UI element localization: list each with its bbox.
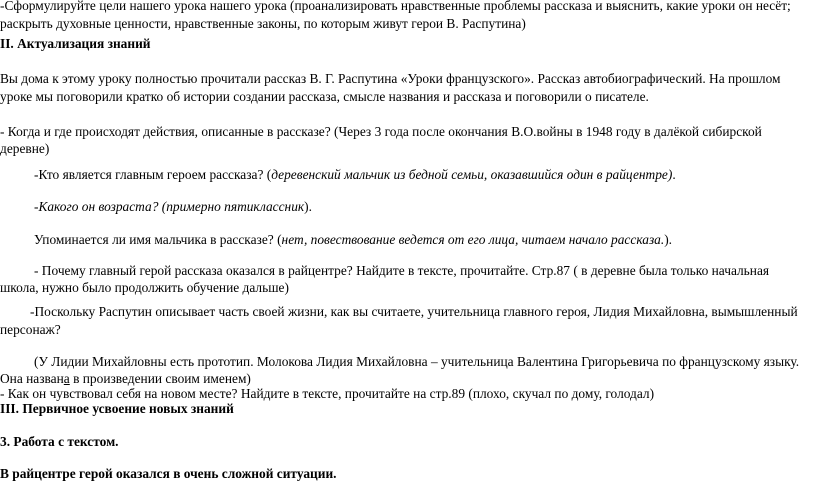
text-line: персонаж? [0, 322, 61, 337]
punctuation: ). [664, 232, 673, 247]
answer-text: нет, повествование ведется от его лица, читаем начало рассказа. [281, 232, 665, 247]
text-line: -Сформулируйте цели нашего урока нашего урока (проанализировать нравственные проблемы рассказа и выяснить, какие уроки он несёт; [0, 0, 791, 13]
section-heading: II. Актуализация знаний [0, 36, 151, 51]
text-line: деревне) [0, 141, 50, 156]
text-line: -Поскольку Распутин описывает часть своей жизни, как вы считаете, учительница главного героя, Лидия Михайловна, вымышленный [30, 304, 798, 319]
answer-text: деревенский мальчик из бедной семьи, оказавшийся один в райцентре) [271, 167, 673, 182]
text-line: уроке мы поговорили кратко об истории создании рассказа, смысле названия и рассказа и поговорили о писателе. [0, 89, 649, 104]
question-line [34, 198, 312, 215]
text-line: раскрыть духовные ценности, нравственные законы, по которым живут герои В. Распутина) [0, 16, 526, 31]
punctuation: ). [304, 199, 312, 214]
question-line [34, 166, 676, 183]
punctuation: . [672, 167, 676, 182]
text-line: - Почему главный герой рассказа оказался в райцентре? Найдите в тексте, прочитайте. Стр.87 ( в деревне была только начальная [34, 263, 770, 278]
question-text: Упоминается ли имя мальчика в рассказе? ( [34, 232, 282, 247]
text-line: - Как он чувствовал себя на новом месте? Найдите в тексте, прочитайте на стр.89 (плохо, скучал по дому, голодал) [0, 386, 655, 401]
bold-paragraph: В райцентре герой оказался в очень сложной ситуации. [0, 466, 337, 481]
text-part: Она назван [0, 371, 64, 386]
question-text: -Кто является главным героем рассказа? ( [34, 167, 272, 182]
text-part: в произведении своим именем) [69, 371, 251, 386]
text-line: школа, нужно было продолжить обучение дальше) [0, 280, 289, 295]
text-line: (У Лидии Михайловны есть прототип. Молокова Лидия Михайловна – учительница Валентина Григорьевича по французскому языку. [34, 354, 800, 369]
text-line: Вы дома к этому уроку полностью прочитали рассказ В. Г. Распутина «Уроки французского». Рассказ автобиографический. На прошлом [0, 71, 781, 86]
underlined-letter: а [63, 371, 70, 386]
section-heading: III. Первичное усвоение новых знаний [0, 401, 234, 416]
question-text: -Какого он возраста? (примерно пятиклассник [34, 199, 305, 214]
question-line [34, 231, 672, 248]
text-line: - Когда и где происходят действия, описанные в рассказе? (Через 3 года после окончания В.О.войны в 1948 году в далёкой сибирской [0, 124, 762, 139]
subheading: 3. Работа с текстом. [0, 434, 119, 449]
